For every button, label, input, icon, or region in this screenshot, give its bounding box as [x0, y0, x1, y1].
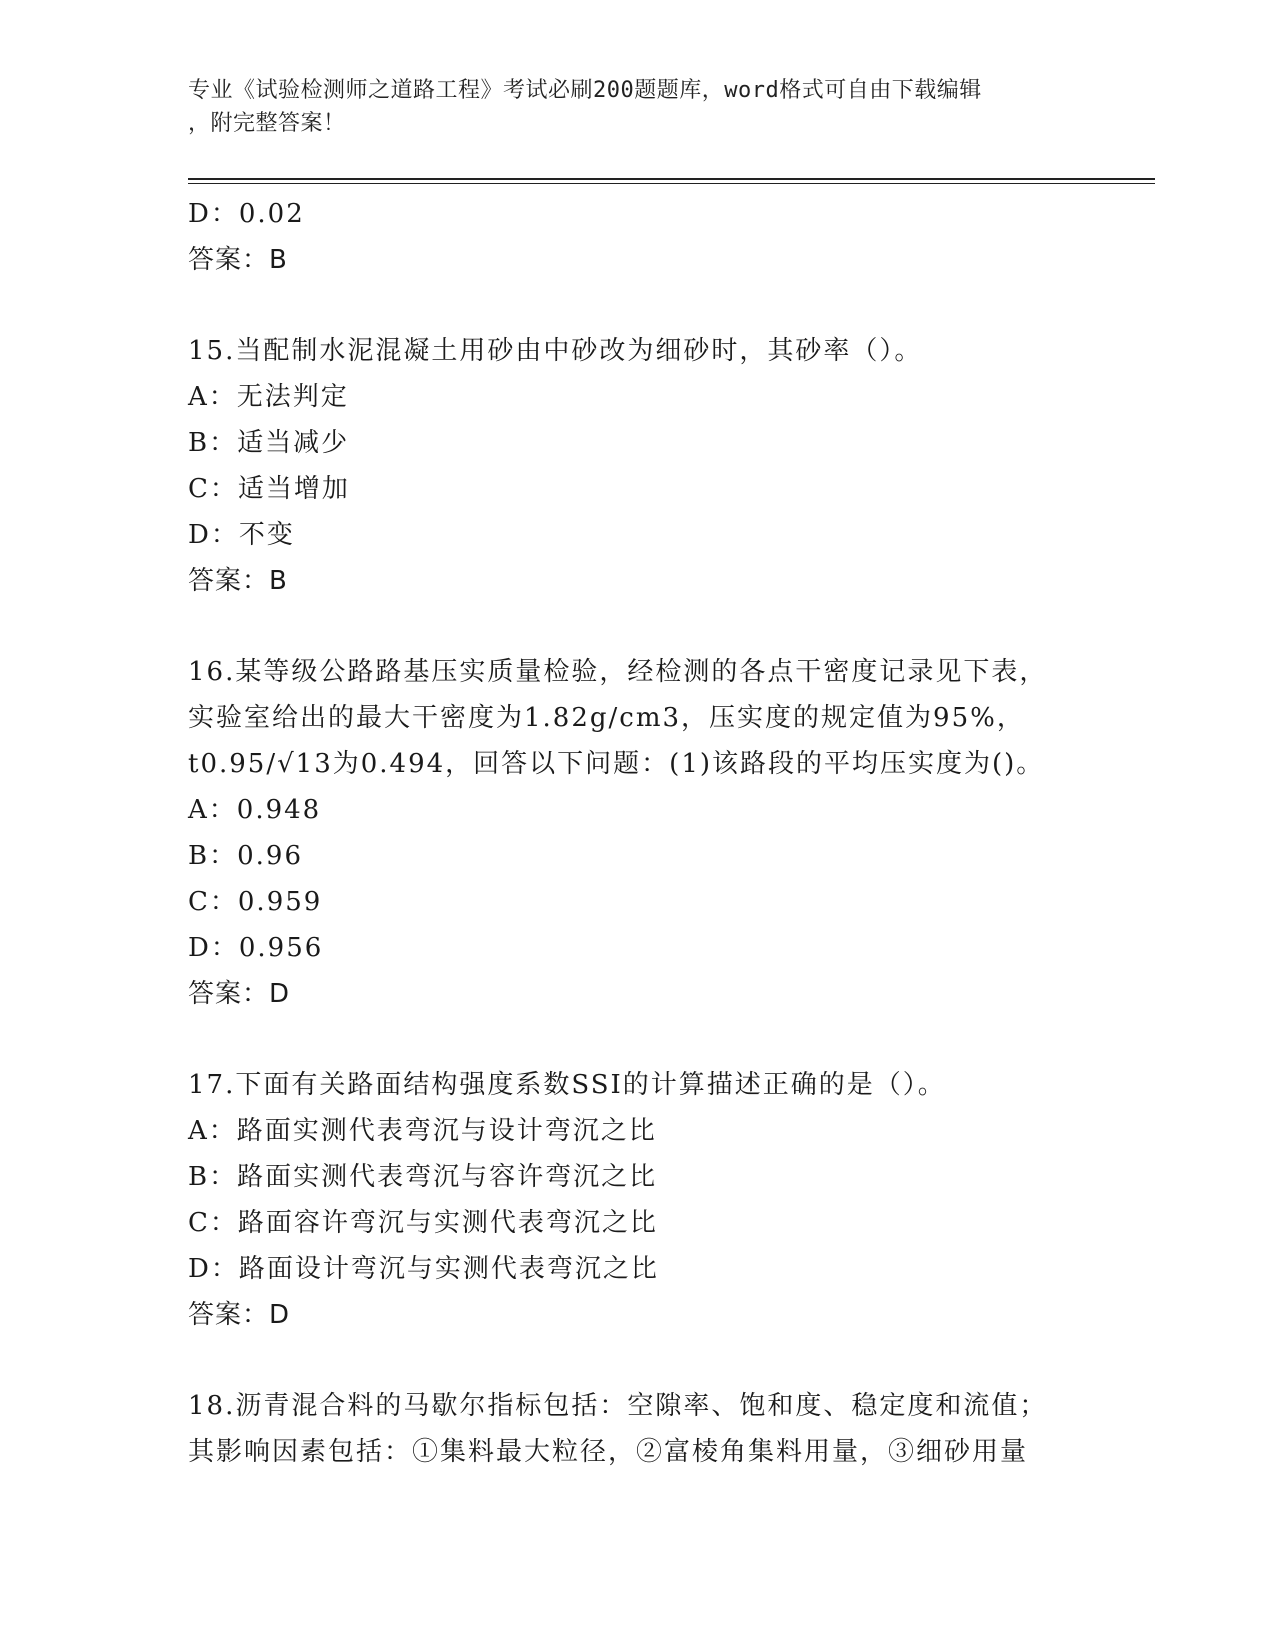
- question-stem: 15.当配制水泥混凝土用砂由中砂改为细砂时，其砂率（）。: [188, 336, 923, 366]
- option-d: D：0.956: [188, 933, 324, 963]
- spacer: [188, 604, 1148, 649]
- question-17: [188, 1062, 1148, 1338]
- header-title-continuation: ，附完整答案！: [188, 111, 346, 136]
- option-a: A：0.948: [188, 795, 322, 825]
- question-stem: 17.下面有关路面结构强度系数SSI的计算描述正确的是（）。: [188, 1070, 946, 1100]
- option-a: A：路面实测代表弯沉与设计弯沉之比: [188, 1116, 657, 1146]
- option-d: D：不变: [188, 520, 295, 550]
- spacer: [188, 1017, 1148, 1062]
- spacer: [188, 283, 1148, 328]
- option-b: B：路面实测代表弯沉与容许弯沉之比: [188, 1162, 658, 1192]
- document-header: [188, 74, 1088, 140]
- question-14-tail: [188, 191, 1148, 283]
- option-c: C：0.959: [188, 887, 323, 917]
- answer: 答案：D: [188, 979, 291, 1009]
- question-15: [188, 328, 1148, 604]
- question-list: [188, 191, 1148, 1475]
- question-stem-line: 其影响因素包括：①集料最大粒径，②富棱角集料用量，③细砂用量: [188, 1437, 1029, 1467]
- question-18: [188, 1383, 1148, 1475]
- option-c: C：适当增加: [188, 474, 350, 504]
- option-d: D：0.02: [188, 199, 305, 229]
- spacer: [188, 1338, 1148, 1383]
- header-title-line: 专业《试验检测师之道路工程》考试必刷200题题库，word格式可自由下载编辑: [188, 78, 982, 103]
- header-divider-thin: [188, 183, 1155, 184]
- question-stem-line: t0.95/√13为0.494，回答以下问题：(1)该路段的平均压实度为()。: [188, 749, 1045, 779]
- option-a: A：无法判定: [188, 382, 349, 412]
- option-b: B：0.96: [188, 841, 303, 871]
- answer: 答案：B: [188, 245, 288, 275]
- option-b: B：适当减少: [188, 428, 350, 458]
- option-c: C：路面容许弯沉与实测代表弯沉之比: [188, 1208, 658, 1238]
- option-d: D：路面设计弯沉与实测代表弯沉之比: [188, 1254, 659, 1284]
- answer: 答案：D: [188, 1300, 291, 1330]
- header-divider-thick: [188, 178, 1155, 180]
- question-stem-line: 18.沥青混合料的马歇尔指标包括：空隙率、饱和度、稳定度和流值；: [188, 1391, 1048, 1421]
- question-stem-line: 实验室给出的最大干密度为1.82g/cm3，压实度的规定值为95%，: [188, 703, 1025, 733]
- question-stem-line: 16.某等级公路路基压实质量检验，经检测的各点干密度记录见下表，: [188, 657, 1048, 687]
- answer: 答案：B: [188, 566, 288, 596]
- question-16: [188, 649, 1148, 1017]
